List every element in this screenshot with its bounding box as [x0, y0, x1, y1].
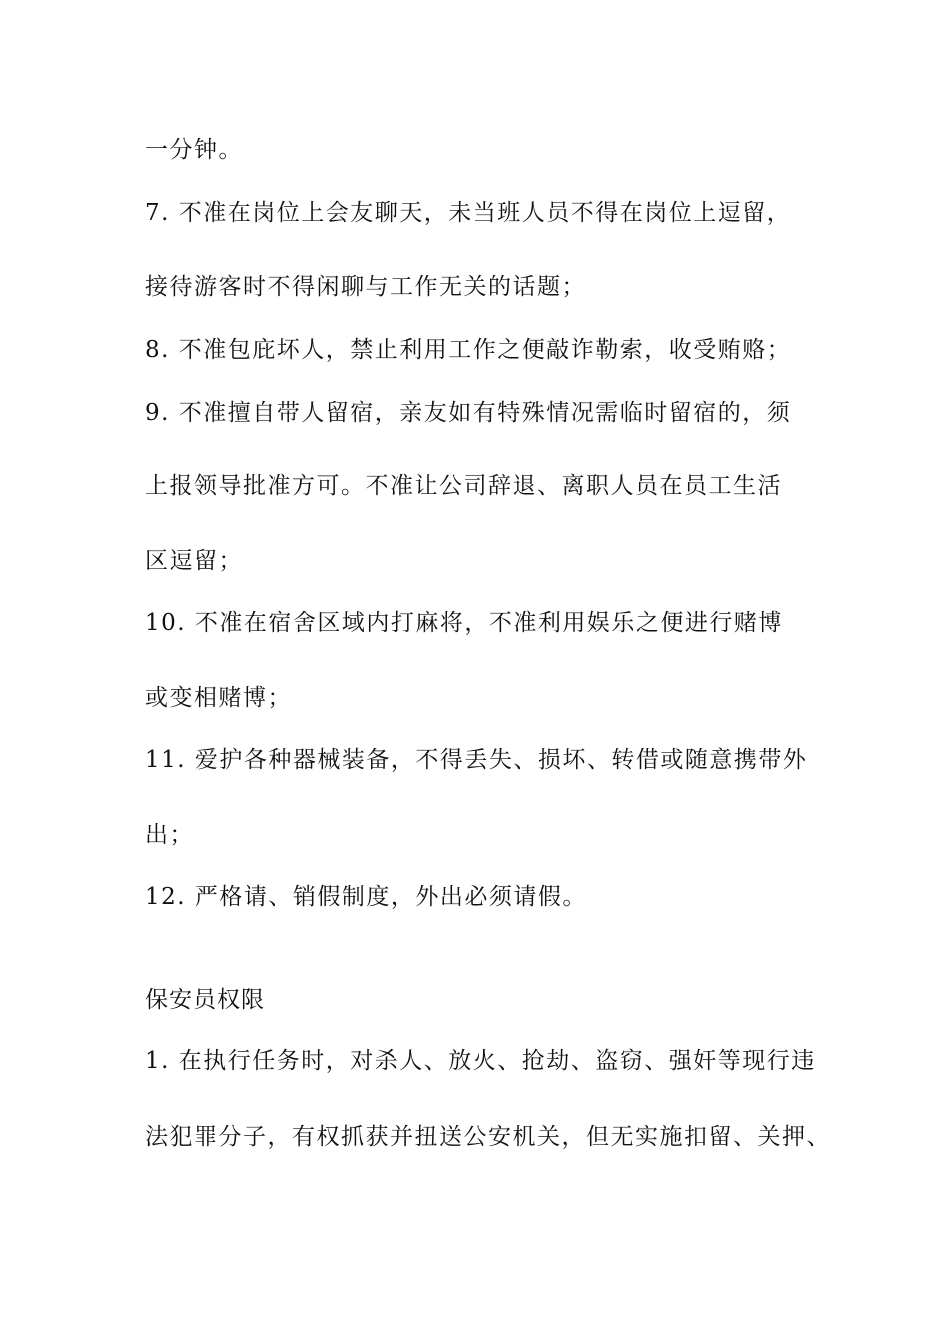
text-line: 接待游客时不得闲聊与工作无关的话题； [145, 274, 586, 300]
text-line: 区逗留； [145, 548, 243, 574]
rule-8: 8. 不准包庇坏人，禁止利用工作之便敲诈勒索，收受贿赂； [145, 337, 792, 363]
text-line: 上报领导批准方可。不准让公司辞退、离职人员在员工生活 [145, 473, 782, 499]
rule-9: 9. 不准擅自带人留宿，亲友如有特殊情况需临时留宿的，须 [145, 400, 792, 426]
rule-12: 12. 严格请、销假制度，外出必须请假。 [145, 884, 587, 910]
rule-11: 11. 爱护各种器械装备，不得丢失、损坏、转借或随意携带外 [145, 747, 808, 773]
text-line: 或变相赌博； [145, 685, 292, 711]
permission-1: 1. 在执行任务时，对杀人、放火、抢劫、盗窃、强奸等现行违 [145, 1048, 816, 1074]
text-line: 一分钟。 [145, 137, 243, 163]
rule-7: 7. 不准在岗位上会友聊天，未当班人员不得在岗位上逗留， [145, 200, 792, 226]
text-line: 法犯罪分子，有权抓获并扭送公安机关，但无实施扣留、关押、 [145, 1124, 831, 1150]
text-line: 出； [145, 822, 194, 848]
rule-10: 10. 不准在宿舍区域内打麻将，不准利用娱乐之便进行赌博 [145, 610, 783, 636]
section-heading: 保安员权限 [145, 987, 265, 1013]
